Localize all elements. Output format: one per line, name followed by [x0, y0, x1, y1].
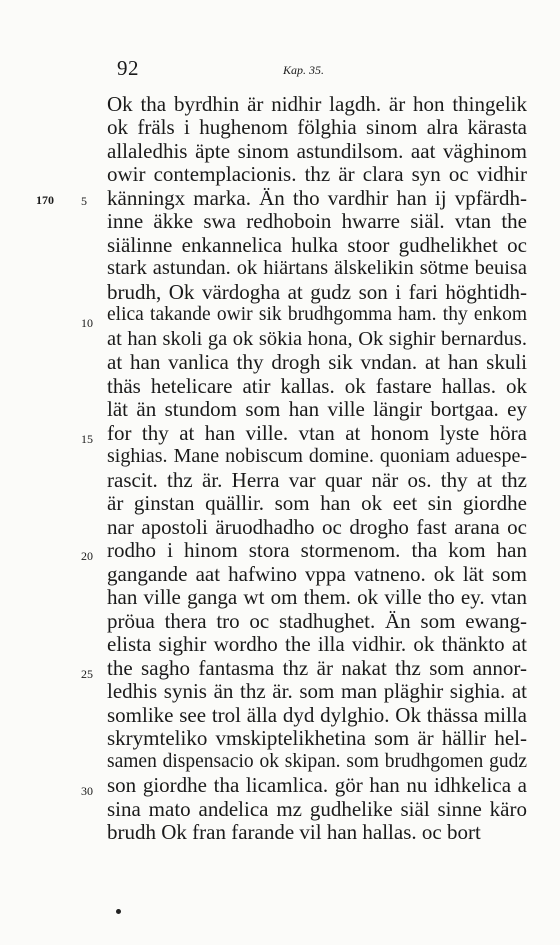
text-line: inne äkke swa redhoboin hwarre siäl. vtan the [107, 209, 527, 233]
line-number: 30 [81, 784, 93, 798]
line-number: 10 [81, 316, 93, 330]
line-number: 20 [81, 549, 93, 563]
text-line: elista sighir wordho the illa vidhir. ok thänkto at [107, 632, 527, 656]
text-line: sina mato andelica mz gudhelike siäl sinne käro [107, 797, 527, 821]
text-line: pröua thera tro oc stadhughet. Än som ewang- [107, 609, 527, 633]
text-line: känningx marka. Än tho vardhir han ij vpfärdh- [107, 186, 527, 210]
text-line: siälinne enkannelica hulka stoor gudhelikhet oc [107, 233, 527, 257]
text-line: for thy at han ville. vtan at honom lyste höra [107, 421, 527, 445]
text-line: lät än stundom som han ville längir bortgaa. ey [107, 397, 527, 421]
text-line: ledhis synis än thz är. som man pläghir sighia. at [107, 679, 527, 703]
text-line: han ville ganga wt om them. ok ville tho ey. vtan [107, 585, 527, 609]
line-number: 15 [81, 432, 93, 446]
page-number: 92 [117, 56, 139, 80]
text-line: allaledhis äpte sinom astundilsom. aat väghinom [107, 139, 527, 163]
text-line: stark astundan. ok hiärtans älskelikin sötme beuisa [107, 257, 527, 279]
text-line: ok fräls i hughenom fölghia sinom alra kärasta [107, 115, 527, 139]
text-line: sighias. Mane nobiscum domine. quoniam aduespe- [107, 445, 527, 467]
text-line: at han vanlica thy drogh sik vndan. at han skuli [107, 350, 527, 374]
text-line: Ok tha byrdhin är nidhir lagdh. är hon thingelik [107, 92, 527, 116]
text-line: thäs hetelicare atir kallas. ok fastare hallas. ok [107, 374, 527, 398]
text-line: skrymteliko vmskiptelikhetina som är hällir hel- [107, 726, 527, 750]
text-line: gangande aat hafwino vppa vatneno. ok lät som [107, 562, 527, 586]
text-line: nar apostoli äruodhadho oc drogho fast arana oc [107, 515, 527, 539]
line-number: 25 [81, 667, 93, 681]
text-line: at han skoli ga ok sökia hona, Ok sighir bernardus. [107, 328, 527, 350]
line-number: 5 [81, 194, 87, 208]
text-line: rascit. thz är. Herra var quar när os. thy at thz [107, 468, 527, 492]
running-header: Kap. 35. [283, 63, 325, 77]
text-line: elica takande owir sik brudhgomma ham. thy enkom [107, 304, 527, 325]
text-line: somlike see trol älla dyd dylghio. Ok thässa milla [107, 703, 527, 727]
ink-speck [116, 909, 121, 914]
text-line: är ginstan quällir. som han ok eet sin giordhe [107, 491, 527, 515]
text-line: brudh, Ok värdogha at gudz son i fari höghtidh- [107, 280, 527, 304]
text-line: the sagho fantasma thz är nakat thz som annor- [107, 656, 527, 680]
text-line: owir contemplacionis. thz är clara syn oc vidhir [107, 162, 527, 186]
text-line: samen dispensacio ok skipan. som brudhgomen gudz [107, 751, 527, 772]
text-line: son giordhe tha licamlica. gör han nu idhkelica a [107, 773, 527, 797]
text-line: rodho i hinom stora stormenom. tha kom han [107, 538, 527, 562]
margin-number: 170 [36, 193, 54, 207]
text-line: brudh Ok fran farande vil han hallas. oc bort [107, 820, 481, 844]
